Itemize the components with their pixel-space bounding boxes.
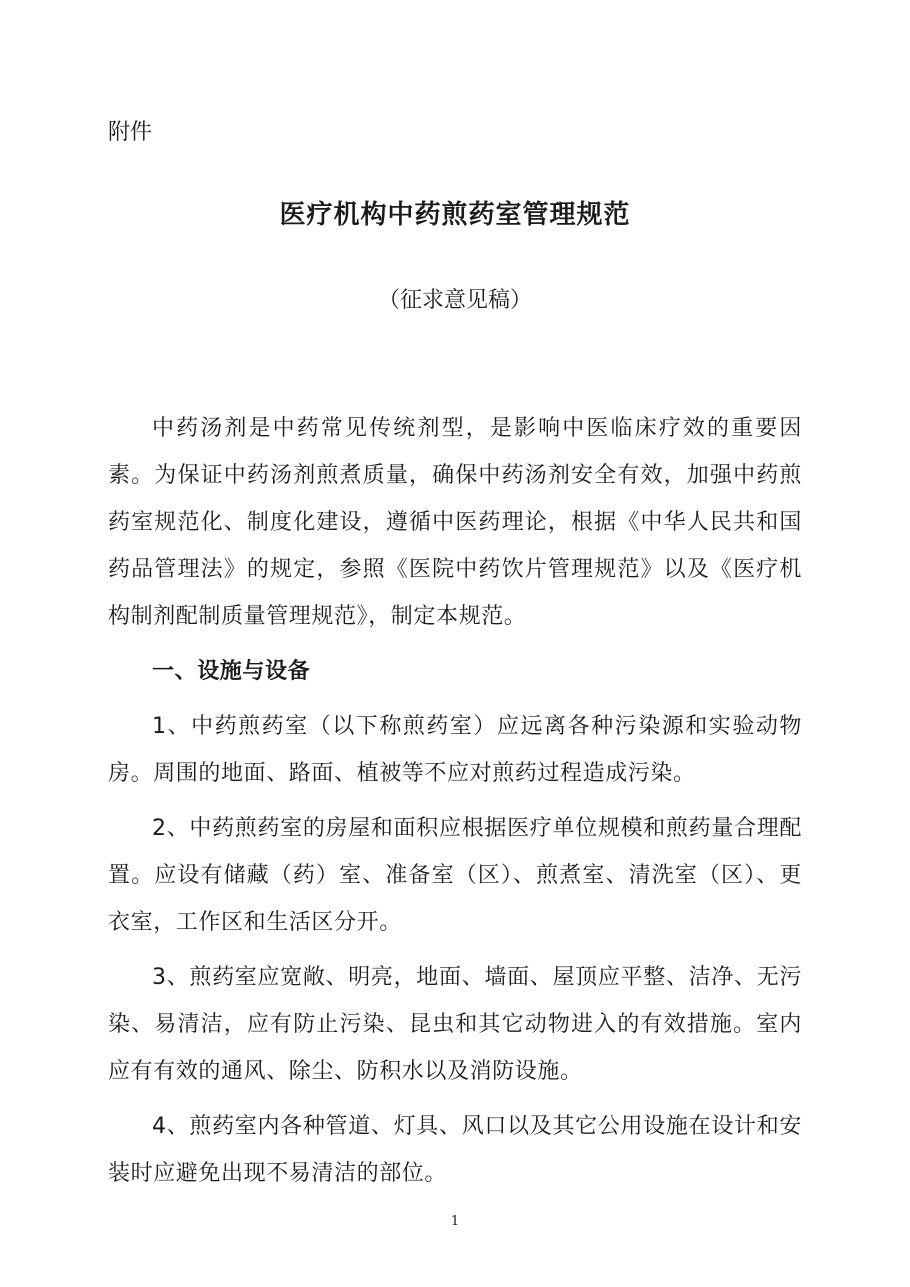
section-heading-facilities: 一、设施与设备: [152, 659, 311, 684]
document-body: [108, 405, 802, 1205]
section-item-3: 3、煎药室应宽敞、明亮，地面、墙面、屋顶应平整、洁净、无污染、易清洁，应有防止污染、昆虫和其它动物进入的有效措施。室内应有有效的通风、除尘、防积水以及消防设施。: [108, 965, 802, 1084]
intro-paragraph: 中药汤剂是中药常见传统剂型，是影响中医临床疗效的重要因素。为保证中药汤剂煎煮质量，确保中药汤剂安全有效，加强中药煎药室规范化、制度化建设，遵循中医药理论，根据《中华人民共和国药品管理法》的规定，参照《医院中药饮片管理规范》以及《医疗机构制剂配制质量管理规范》，制定本规范。: [108, 416, 802, 629]
document-title: 医疗机构中药煎药室管理规范: [279, 200, 631, 230]
page-number: 1: [450, 1214, 460, 1229]
attachment-label: 附件: [108, 120, 153, 145]
section-item-4: 4、煎药室内各种管道、灯具、风口以及其它公用设施在设计和安装时应避免出现不易清洁的部位。: [108, 1114, 802, 1186]
document-subtitle: （征求意见稿）: [377, 288, 532, 313]
section-item-2: 2、中药煎药室的房屋和面积应根据医疗单位规模和煎药量合理配置。应设有储藏（药）室、准备室（区）、煎煮室、清洗室（区）、更衣室，工作区和生活区分开。: [108, 816, 802, 935]
section-item-1: 1、中药煎药室（以下称煎药室）应远离各种污染源和实验动物房。周围的地面、路面、植被等不应对煎药过程造成污染。: [108, 714, 802, 786]
